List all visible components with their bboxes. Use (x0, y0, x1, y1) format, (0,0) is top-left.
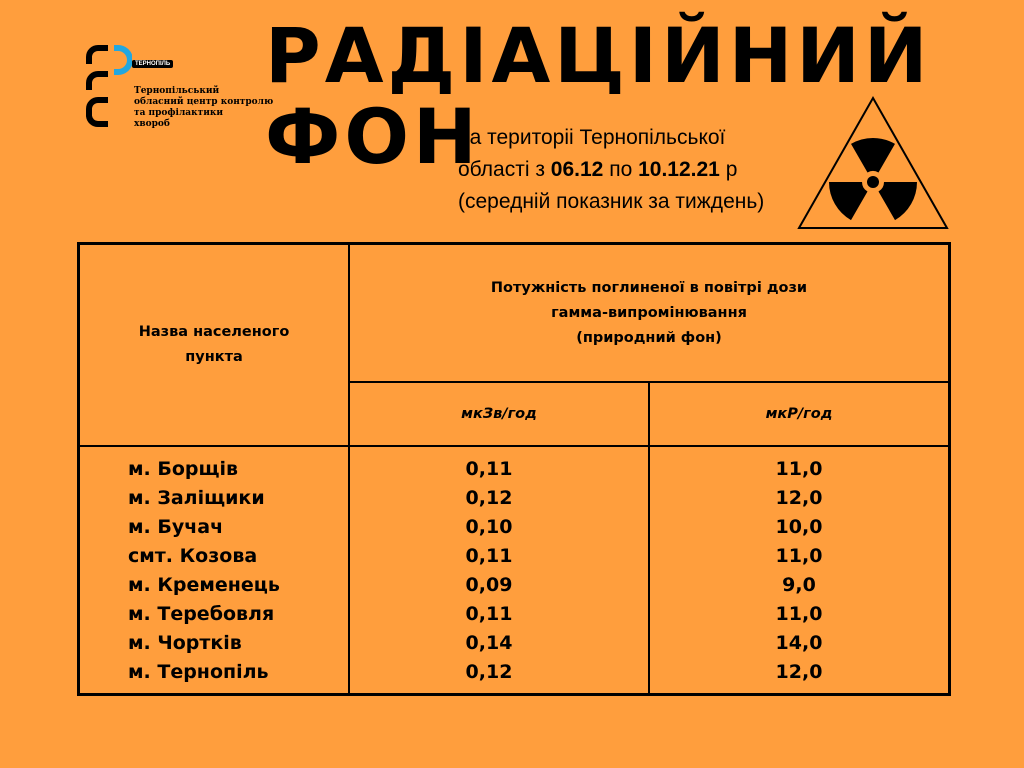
list-item: м. Кременець (128, 574, 280, 596)
msv-values (349, 446, 649, 695)
list-item: 0,11 (465, 458, 513, 480)
logo-org-name: Тернопільський обласний центр контролю та профілактики хвороб (134, 86, 274, 129)
list-item: м. Заліщики (128, 487, 265, 509)
list-item: 11,0 (775, 603, 823, 625)
list-item: 14,0 (775, 632, 823, 654)
radiation-table (77, 242, 951, 696)
list-item: 0,10 (465, 516, 513, 538)
header-dose: Потужність поглиненої в повітрі дози гамма-випромінювання (природний фон) (349, 244, 950, 383)
list-item: 9,0 (782, 574, 816, 596)
radiation-warning-icon (795, 94, 951, 232)
list-item: 12,0 (775, 487, 823, 509)
list-item: 0,09 (465, 574, 513, 596)
list-item: смт. Козова (128, 545, 258, 567)
page-title-line2: ФОН (265, 92, 481, 181)
list-item: м. Борщів (128, 458, 239, 480)
unit-mr: мкР/год (649, 382, 950, 446)
list-item: 10,0 (775, 516, 823, 538)
mr-values (649, 446, 950, 695)
list-item: м. Теребовля (128, 603, 275, 625)
unit-msv: мкЗв/год (349, 382, 649, 446)
list-item: м. Бучач (128, 516, 224, 538)
list-item: 11,0 (775, 545, 823, 567)
settlement-list (79, 446, 350, 695)
list-item: 0,11 (465, 545, 513, 567)
logo (86, 44, 274, 134)
list-item: 11,0 (775, 458, 823, 480)
list-item: 0,12 (465, 661, 513, 683)
logo-city-tag: ТЕРНОПІЛЬ (132, 60, 173, 68)
list-item: 0,14 (465, 632, 513, 654)
date-from: 06.12 (550, 158, 604, 181)
list-item: м. Чортків (128, 632, 242, 654)
list-item: 0,12 (465, 487, 513, 509)
list-item: 12,0 (775, 661, 823, 683)
list-item: 0,11 (465, 603, 513, 625)
page-title-line1: РАДІАЦІЙНИЙ (265, 11, 932, 100)
subtitle: на територіі Тернопільської області з 06.12 по 10.12.21 р (середній показник за тиждень) (458, 126, 765, 213)
date-to: 10.12.21 (638, 158, 720, 181)
header-settlement: Назва населеного пункта (79, 244, 350, 447)
list-item: м. Тернопіль (128, 661, 269, 683)
logo-mark (86, 44, 132, 128)
